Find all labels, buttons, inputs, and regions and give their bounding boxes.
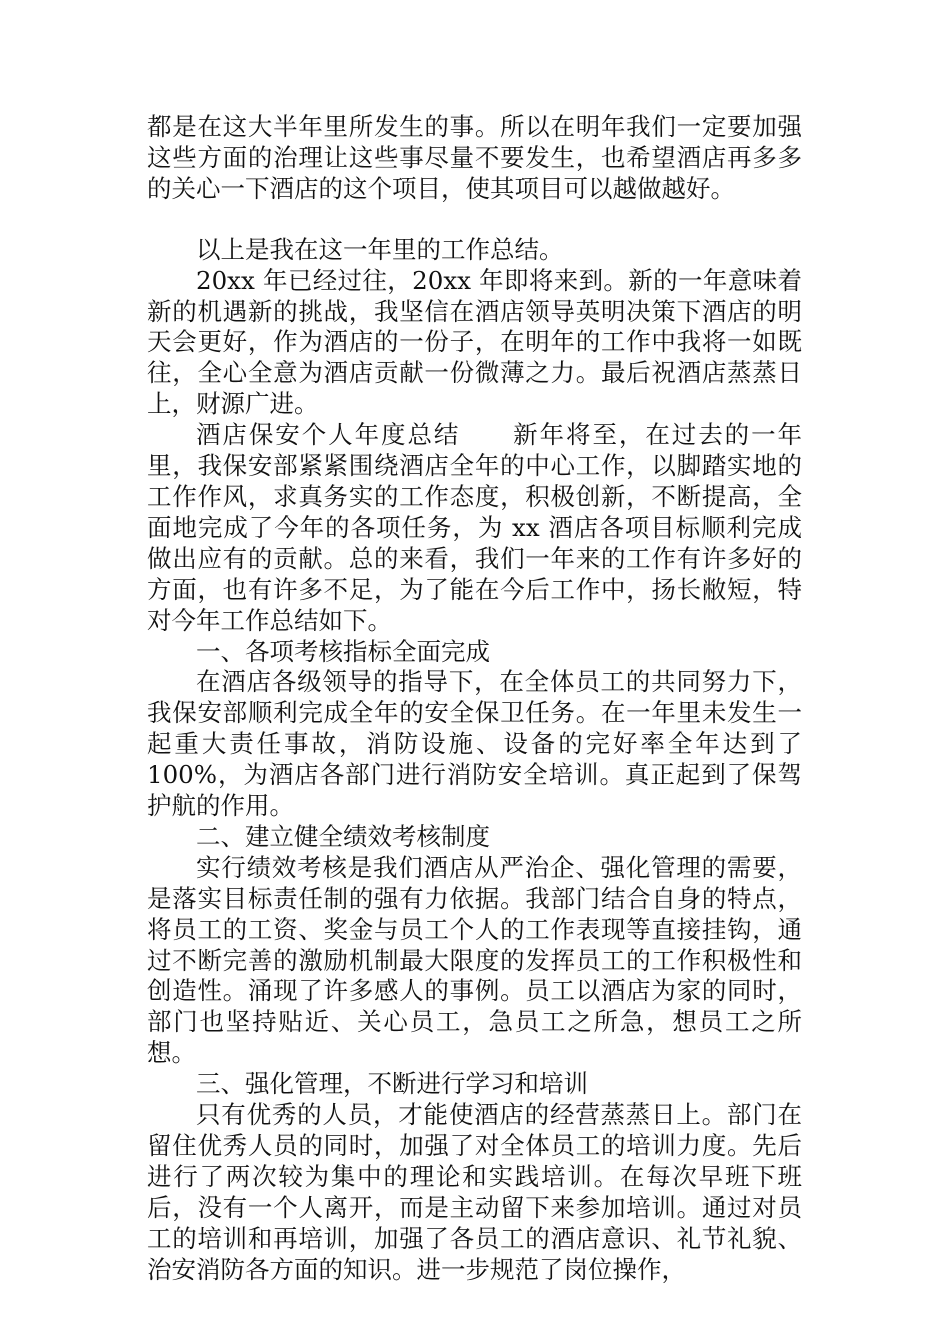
- paragraph-section-1: 在酒店各级领导的指导下，在全体员工的共同努力下，我保安部顺利完成全年的安全保卫任务。在一年里未发生一起重大责任事故，消防设施、设备的完好率全年达到了 100%，为酒店各部门进行消防安全培训。真正起到了保驾护航的作用。: [147, 667, 802, 821]
- paragraph-section-3: 只有优秀的人员，才能使酒店的经营蒸蒸日上。部门在留住优秀人员的同时，加强了对全体员工的培训力度。先后进行了两次较为集中的理论和实践培训。在每次早班下班后，没有一个人离开，而是主动留下来参加培训。通过对员工的培训和再培训，加强了各员工的酒店意识、礼节礼貌、治安消防各方面的知识。进一步规范了岗位操作，: [147, 1100, 802, 1284]
- section-heading-1: 一、各项考核指标全面完成: [196, 636, 490, 666]
- paragraph-section-2: 实行绩效考核是我们酒店从严治企、强化管理的需要，是落实目标责任制的强有力依据。我部门结合自身的特点，将员工的工资、奖金与员工个人的工作表现等直接挂钩，通过不断完善的激励机制最大限度的发挥员工的工作积极性和创造性。涌现了许多感人的事例。员工以酒店为家的同时，部门也坚持贴近、关心员工，急员工之所急，想员工之所想。: [147, 852, 802, 1068]
- section-heading-3: 三、强化管理，不断进行学习和培训: [196, 1069, 588, 1099]
- paragraph-summary-line: 以上是我在这一年里的工作总结。: [196, 234, 564, 264]
- paragraph-security-summary-intro: 酒店保安个人年度总结 新年将至，在过去的一年里，我保安部紧紧围绕酒店全年的中心工作，以脚踏实地的工作作风，求真务实的工作态度，积极创新，不断提高，全面地完成了今年的各项任务，为 xx 酒店各项目标顺利完成做出应有的贡献。总的来看，我们一年来的工作有许多好的方面，也有许多不足，为了能在今后工作中，扬长敝短，特对今年工作总结如下。: [147, 420, 802, 635]
- paragraph-gap: [147, 205, 802, 235]
- paragraph-continuation: 都是在这大半年里所发生的事。所以在明年我们一定要加强这些方面的治理让这些事尽量不要发生，也希望酒店再多多的关心一下酒店的这个项目，使其项目可以越做越好。: [147, 112, 802, 203]
- document-page: [147, 112, 802, 1286]
- section-heading-2: 二、建立健全绩效考核制度: [196, 821, 490, 851]
- paragraph-new-year: 20xx 年已经过往，20xx 年即将来到。新的一年意味着新的机遇新的挑战，我坚信在酒店领导英明决策下酒店的明天会更好，作为酒店的一份子，在明年的工作中我将一如既往，全心全意为酒店贡献一份微薄之力。最后祝酒店蒸蒸日上，财源广进。: [147, 265, 802, 419]
